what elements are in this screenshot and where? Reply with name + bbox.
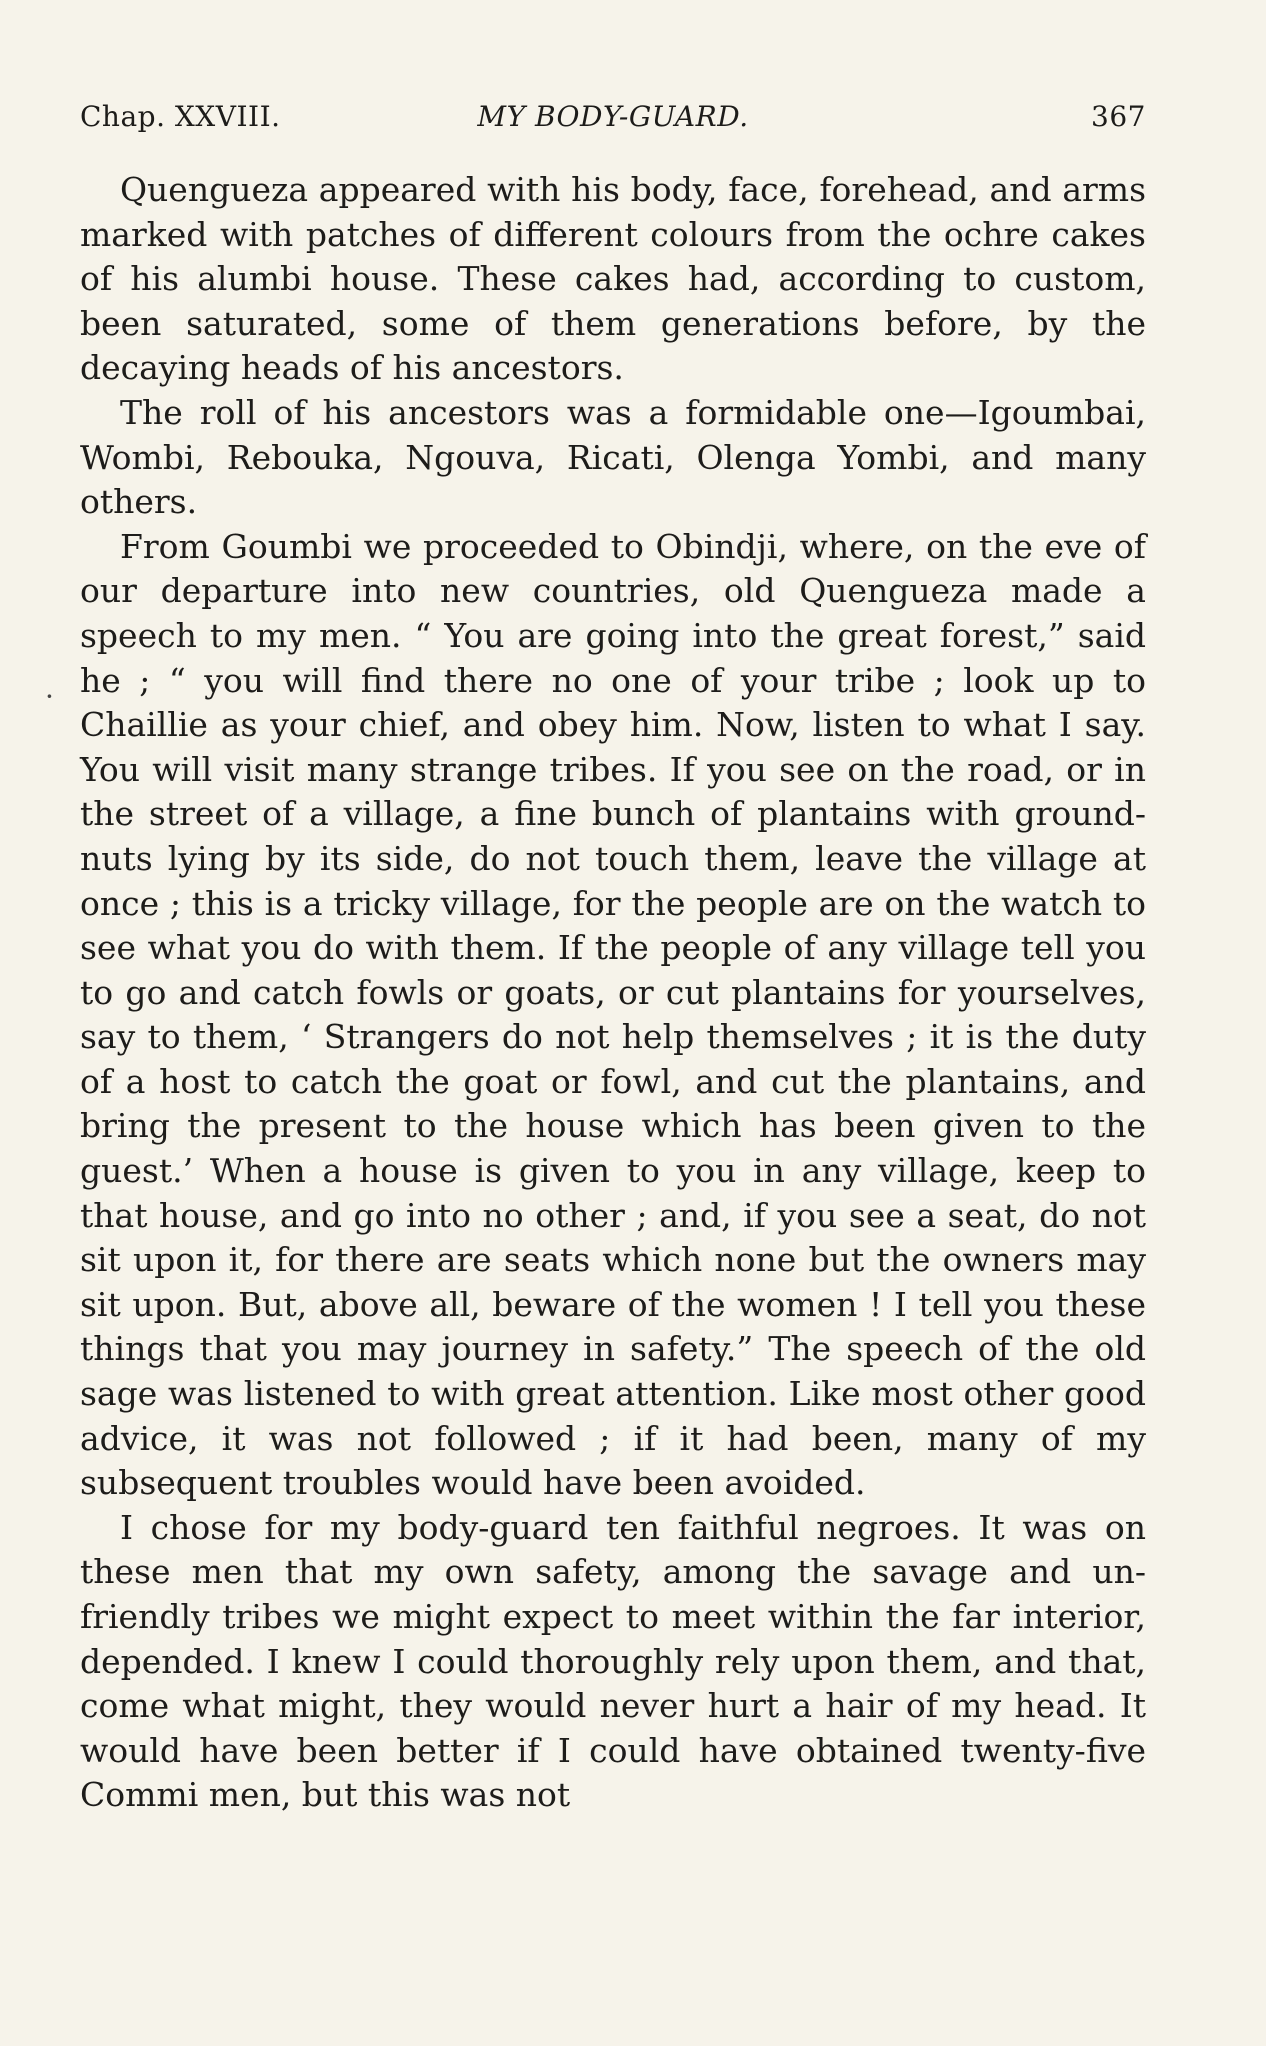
running-head [80,100,1146,148]
book-page [80,100,1146,1818]
page-title: MY BODY-GUARD. [477,100,749,133]
page-number: 367 [1091,100,1146,133]
paragraph-4: I chose for my body-guard ten faithful negroes. It was on these men that my own safety, among the savage and unfriendly tribes we might expect to meet within the far interior, depended. I knew I could thoroughly rely upon them, and that, come what might, they would never hurt a hair of my head. It would have been better if I could have obtained twenty-five Commi men, but this was not [80,1507,1146,1815]
paragraph-1: Quengueza appeared with his body, face, forehead, and arms marked with patches of different colours from the ochre cakes of his alumbi house. These cakes had, according to custom, been saturated, some of them generations before, by the decaying heads of his ancestors. [80,170,1146,388]
paragraph-2: The roll of his ancestors was a formidable one—Igoumbai, Wombi, Rebouka, Ngouva, Ricati, Olenga Yombi, and many others. [80,392,1146,522]
chapter-label: Chap. XXVIII. [80,100,281,133]
body-text [80,168,1146,1818]
paragraph-3: From Goumbi we proceeded to Obindji, where, on the eve of our departure into new countries, old Quengueza made a speech to my men. “ You are going into the great forest,” said he ; “ you will find there no one of your tribe ; look up to Chaillie as your chief, and obey him. Now, listen to what I say. You will visit many strange tribes. If you see on the road, or in the street of a village, a fine bunch of plantains with ground-nuts lying by its side, do not touch them, leave the village at once ; this is a tricky village, for the people are on the watch to see what you do with them. If the people of any village tell you to go and catch fowls or goats, or cut plantains for yourselves, say to them, ‘ Strangers do not help themselves ; it is the duty of a host to catch the goat or fowl, and cut the plantains, and bring the present to the house which has been given to the guest.’ When a house is given to you in any village, keep to that house, and go into no other ; and, if you see a seat, do not sit upon it, for there are seats which none but the owners may sit upon. But, above all, beware of the women ! I tell you these things that you may journey in safety.” The speech of the old sage was listened to with great attention. Like most other good advice, it was not followed ; if it had been, many of my subsequent troubles would have been avoided. [80,526,1146,1503]
margin-dot-mark: · [45,680,54,713]
